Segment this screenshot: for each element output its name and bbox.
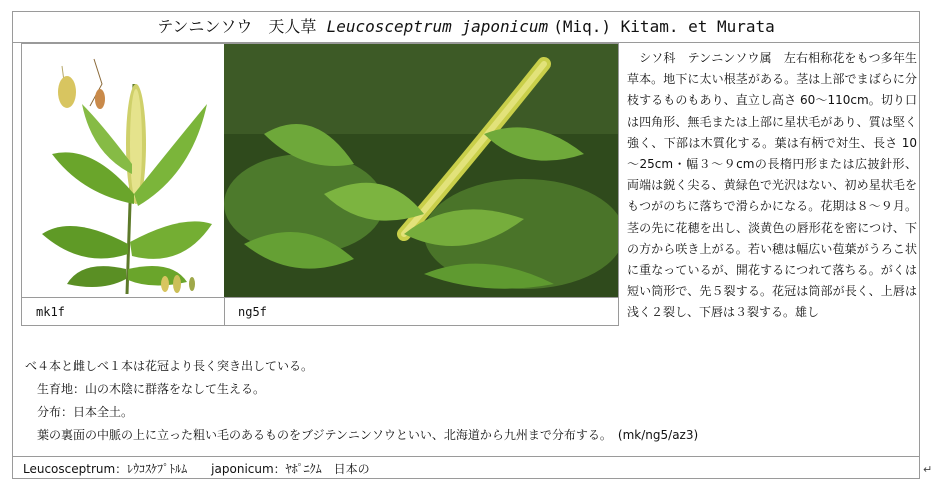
title-scientific-name: Leucosceptrum japonicum — [326, 17, 549, 36]
title-author: (Miq.) Kitam. et Murata — [553, 17, 775, 36]
description-right: シソ科 テンニンソウ属 左右相称花をもつ多年生草本。地下に太い根茎がある。茎は上部でまばらに分枝するものもあり、直立し高さ 60～110cm。切り口は四角形、無毛または上部に星状毛があり、質は堅く強く、下部は木質化する。葉は有柄で対生、長さ 10～25cm・幅３～９cmの長楕円形または広披針形、両端は鋭く尖る、黄緑色で光沢はない、初め星状毛をもつがのちに落ちで滑らかになる。花期は８～９月。茎の先に花穂を出し、淡黄色の唇形花を密につけ、下の方から咲き上がる。若い穂は幅広い苞葉がうろこ状に重なっているが、開花するにつれて落ちる。がくは短い筒形で、先５裂する。花冠は筒部が長く、上唇は浅く２裂し、下唇は３裂する。雄し — [627, 51, 917, 320]
illustration-caption: mk1f — [36, 305, 65, 319]
habitat-line: 生育地：山の木陰に群落をなして生える。 — [25, 382, 266, 396]
variety-note-line: 葉の裏面の中脈の上に立った粗い毛のあるものをブジテンニンソウといい、北海道から九州まで分布する。 (mk/ng5/az3) — [25, 428, 699, 442]
title-japanese: テンニンソウ 天人草 — [157, 17, 317, 36]
document-page — [12, 11, 920, 479]
etymology-text: Leucosceptrum：ﾚｳｺｽｹﾌﾟﾄﾙﾑ japonicum：ﾔﾎﾟﾆｸﾑ 日本の — [23, 462, 370, 476]
etymology-footer — [13, 456, 919, 481]
plant-photo — [224, 44, 618, 297]
botanical-illustration — [22, 44, 225, 297]
distribution-line: 分布：日本全土。 — [25, 405, 134, 419]
caption-divider — [224, 298, 225, 326]
page-title — [13, 12, 919, 43]
description-line: べ４本と雌しべ１本は花冠より長く突き出している。 — [25, 359, 314, 373]
description-bottom — [25, 355, 905, 447]
caption-row — [22, 297, 618, 326]
photo-caption: ng5f — [238, 305, 267, 319]
image-table — [21, 43, 619, 326]
paragraph-mark-icon: ↵ — [923, 463, 933, 476]
